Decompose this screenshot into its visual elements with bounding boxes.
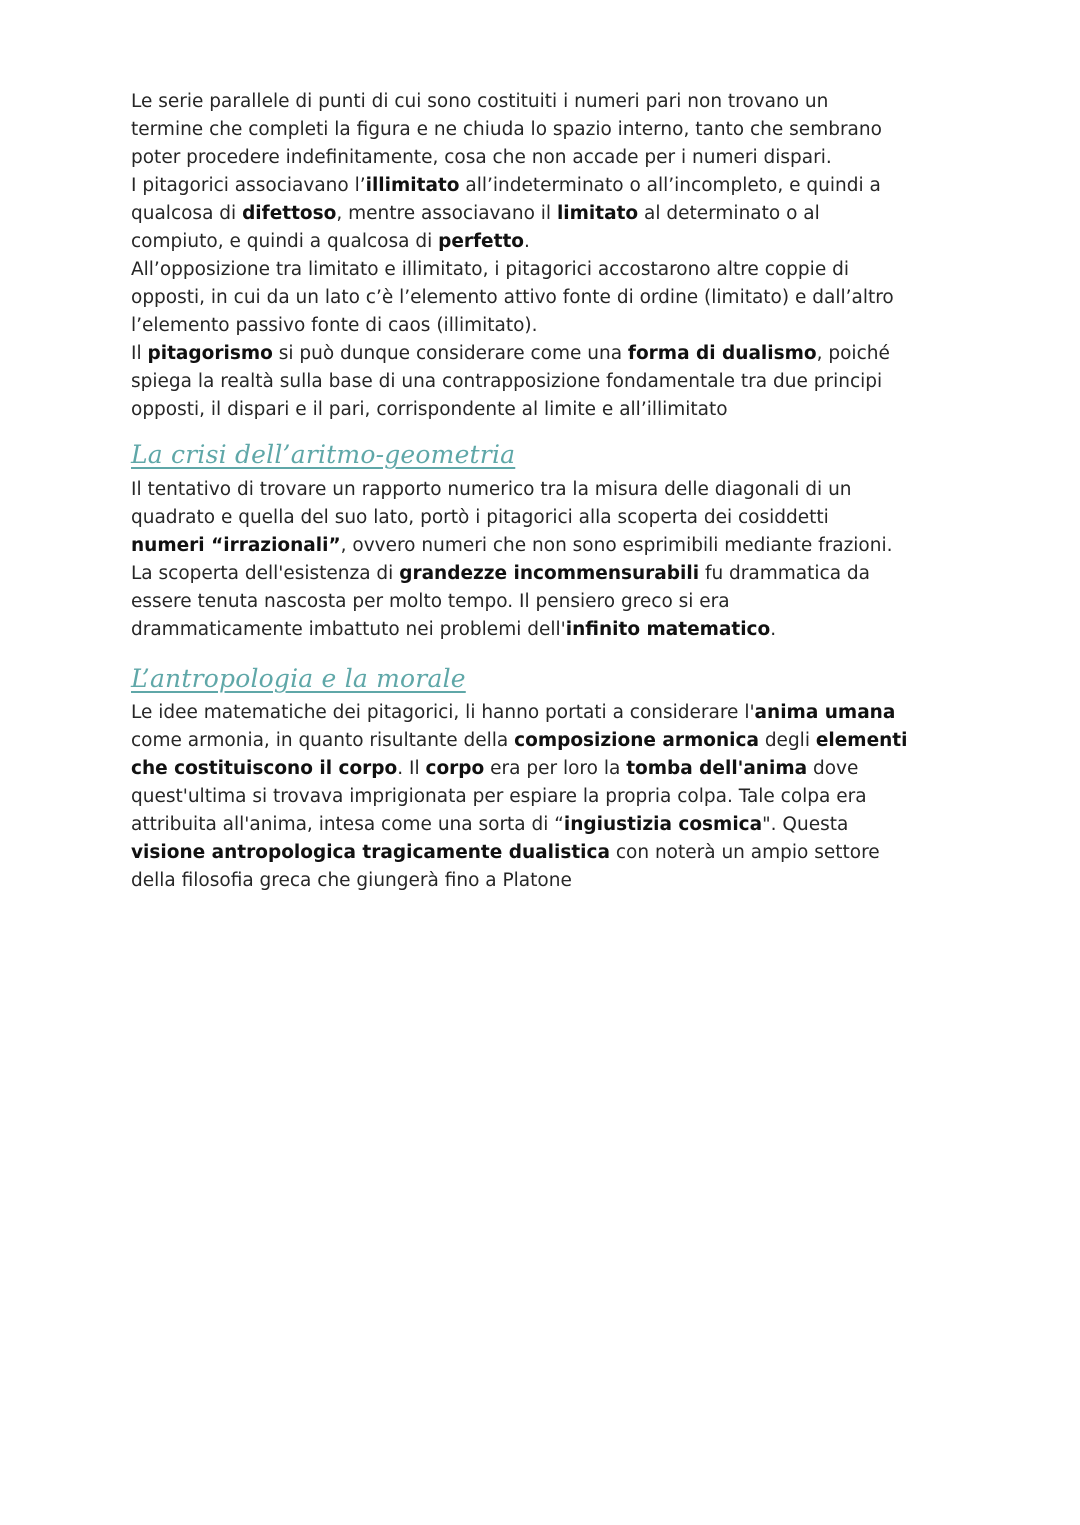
text-segment: degli [758,730,816,751]
text-segment: quadrato e quella del suo lato, portò i pitagorici alla scoperta dei cosiddetti [131,507,829,528]
text-segment: della filosofia greca che giungerà fino a Platone [131,870,572,891]
text-segment: attribuita all'anima, intesa come una sorta di “ [131,814,564,835]
text-line [131,560,961,588]
bold-term: perfetto [438,231,524,252]
text-line [131,867,961,895]
text-segment: , mentre associavano il [336,203,557,224]
text-line [131,284,961,312]
section-heading-crisi: La crisi dell’aritmo-geometria [131,440,516,469]
text-segment: come armonia, in quanto risultante della [131,730,515,751]
text-line [131,699,961,727]
text-line [131,396,961,424]
bold-term: difettoso [242,203,337,224]
bold-term: corpo [425,758,485,779]
text-line [131,368,961,396]
text-line [131,172,961,200]
text-segment: opposti, in cui da un lato c’è l’elemento attivo fonte di ordine (limitato) e dall’altro [131,287,894,308]
text-segment: drammaticamente imbattuto nei problemi dell' [131,619,566,640]
text-segment: compiuto, e quindi a qualcosa di [131,231,439,252]
bold-term: grandezze incommensurabili [399,563,700,584]
text-segment: , poiché [816,343,890,364]
text-segment: era per loro la [484,758,627,779]
bold-term: infinito matematico [565,619,771,640]
bold-term: che costituiscono il corpo [131,758,398,779]
bold-term: illimitato [365,175,460,196]
bold-term: elementi [815,730,908,751]
text-line [131,88,961,116]
text-segment: dove [807,758,859,779]
text-segment: spiega la realtà sulla base di una contrapposizione fondamentale tra due principi [131,371,883,392]
text-segment: . [524,231,530,252]
text-line [131,783,961,811]
text-line [131,616,961,644]
text-line [131,340,961,368]
text-segment: . [770,619,777,640]
text-segment: termine che completi la figura e ne chiuda lo spazio interno, tanto che sembrano [131,119,882,140]
text-line [131,144,961,172]
text-line [131,228,961,256]
bold-term: pitagorismo [147,343,273,364]
text-line [131,116,961,144]
text-line [131,588,961,616]
paragraph-crisi [131,476,961,644]
text-line [131,839,961,867]
text-segment: quest'ultima si trovava imprigionata per espiare la propria colpa. Tale colpa era [131,786,867,807]
bold-term: visione antropologica tragicamente dualistica [131,842,610,863]
section-heading-antropologia: L’antropologia e la morale [131,664,466,693]
text-segment: essere tenuta nascosta per molto tempo. Il pensiero greco si era [131,591,730,612]
text-segment: La scoperta dell'esistenza di [131,563,400,584]
bold-term: composizione armonica [514,730,759,751]
text-line [131,727,961,755]
bold-term: anima umana [754,702,896,723]
text-segment: Le idee matematiche dei pitagorici, li hanno portati a considerare l' [131,702,755,723]
text-segment: I pitagorici associavano l’ [131,175,366,196]
text-line [131,256,961,284]
text-segment: . Il [397,758,426,779]
text-line [131,755,961,783]
text-segment: ". Questa [762,814,849,835]
bold-term: numeri “irrazionali” [131,535,341,556]
paragraph-antropologia [131,699,961,895]
text-segment: Il [131,343,148,364]
bold-term: forma di dualismo [627,343,817,364]
text-line [131,504,961,532]
bold-term: tomba dell'anima [626,758,808,779]
text-segment: al determinato o al [638,203,820,224]
text-segment: all’indeterminato o all’incompleto, e quindi a [459,175,881,196]
text-line [131,312,961,340]
text-segment: poter procedere indefinitamente, cosa che non accade per i numeri dispari. [131,147,832,168]
text-segment: si può dunque considerare come una [272,343,628,364]
text-segment: con noterà un ampio settore [609,842,880,863]
text-line [131,200,961,228]
text-segment: , ovvero numeri che non sono esprimibili mediante frazioni. [340,535,893,556]
paragraph-intro [131,88,961,424]
document-page [131,88,961,895]
text-segment: qualcosa di [131,203,243,224]
text-line [131,476,961,504]
text-line [131,532,961,560]
bold-term: ingiustizia cosmica [563,814,763,835]
text-segment: fu drammatica da [699,563,870,584]
text-segment: Il tentativo di trovare un rapporto numerico tra la misura delle diagonali di un [131,479,852,500]
text-segment: All’opposizione tra limitato e illimitato, i pitagorici accostarono altre coppie di [131,259,849,280]
text-segment: l’elemento passivo fonte di caos (illimitato). [131,315,538,336]
bold-term: limitato [556,203,639,224]
text-line [131,811,961,839]
text-segment: Le serie parallele di punti di cui sono costituiti i numeri pari non trovano un [131,91,829,112]
text-segment: opposti, il dispari e il pari, corrispondente al limite e all’illimitato [131,399,728,420]
